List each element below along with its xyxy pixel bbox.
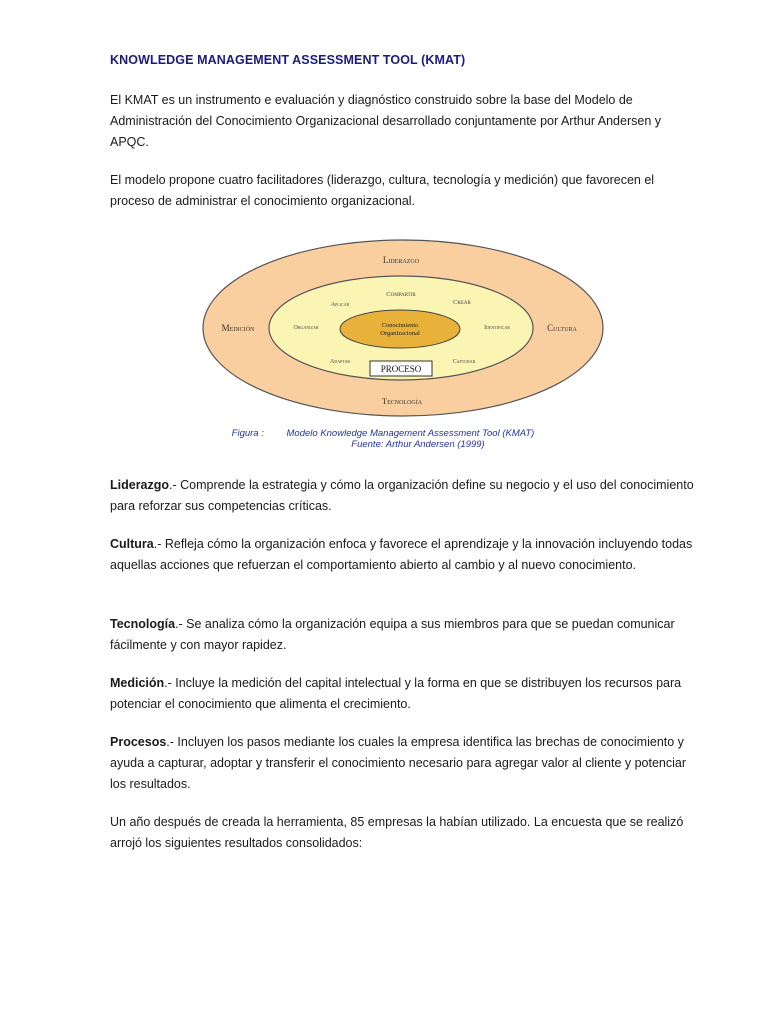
label-crear: Crear <box>453 299 471 306</box>
kmat-model-diagram <box>200 232 610 428</box>
term-procesos: Procesos <box>110 735 167 749</box>
label-cultura: Cultura <box>547 323 577 333</box>
text-cultura: .- Refleja cómo la organización enfoca y favorece el aprendizaje y la innovación incluyendo todas aquellas acciones que refuerzan el comportamiento abierto al cambio y al nuevo conocimiento. <box>110 537 693 572</box>
definition-liderazgo <box>110 475 700 517</box>
figure-caption <box>200 428 606 450</box>
caption-line2: Fuente: Arthur Andersen (1999) <box>351 439 485 450</box>
label-capturar: Capturar <box>452 359 476 365</box>
label-adaptar: Adaptar <box>329 359 351 365</box>
label-tecnologia: Tecnología <box>381 396 423 406</box>
caption-line1: Modelo Knowledge Management Assessment Tool (KMAT) <box>286 428 535 439</box>
text-procesos: .- Incluyen los pasos mediante los cuales la empresa identifica las brechas de conocimiento y ayuda a capturar, adoptar y transferir el conocimiento necesario para agregar valor al cliente y potenciar los resultados. <box>110 735 687 791</box>
intro-paragraph-2: El modelo propone cuatro facilitadores (liderazgo, cultura, tecnología y medición) que favorecen el proceso de administrar el conocimiento organizacional. <box>110 173 655 208</box>
core-label-line2: Organizacional <box>380 330 420 337</box>
label-medicion: Medición <box>221 323 255 333</box>
term-cultura: Cultura <box>110 537 154 551</box>
definition-procesos <box>110 732 700 795</box>
definition-cultura <box>110 534 700 576</box>
text-liderazgo: .- Comprende la estrategia y cómo la organización define su negocio y el uso del conocimiento para reforzar sus competencias críticas. <box>110 478 694 513</box>
term-tecnologia: Tecnología <box>110 617 176 631</box>
label-organizar: Organizar <box>293 325 319 331</box>
core-ellipse <box>340 310 460 348</box>
text-tecnologia: .- Se analiza cómo la organización equipa a sus miembros para que se puedan comunicar fácilmente y con mayor rapidez. <box>110 617 675 652</box>
label-liderazgo: Liderazgo <box>382 255 420 265</box>
term-liderazgo: Liderazgo <box>110 478 170 492</box>
closing-paragraph: Un año después de creada la herramienta, 85 empresas la habían utilizado. La encuesta que se realizó arrojó los siguientes resultados consolidados: <box>110 815 684 850</box>
process-label: PROCESO <box>380 364 422 374</box>
label-identificar: Identificar <box>484 325 510 331</box>
caption-figura: Figura : <box>231 428 264 439</box>
intro-paragraph-1: El KMAT es un instrumento e evaluación y diagnóstico construido sobre la base del Modelo de Administración del Conocimiento Organizacional desarrollado conjuntamente por Arthur Andersen y APQC. <box>110 93 662 149</box>
term-medicion: Medición <box>110 676 165 690</box>
label-aplicar: Aplicar <box>330 302 350 308</box>
document-title: KNOWLEDGE MANAGEMENT ASSESSMENT TOOL (KMAT) <box>110 53 466 67</box>
definition-tecnologia <box>110 614 700 656</box>
definition-medicion <box>110 673 700 715</box>
text-medicion: .- Incluye la medición del capital intelectual y la forma en que se distribuyen los recursos para potenciar el conocimiento que alimenta el crecimiento. <box>110 676 682 711</box>
core-label-line1: Conocimiento <box>381 322 419 329</box>
label-compartir: Compartir <box>386 291 416 298</box>
